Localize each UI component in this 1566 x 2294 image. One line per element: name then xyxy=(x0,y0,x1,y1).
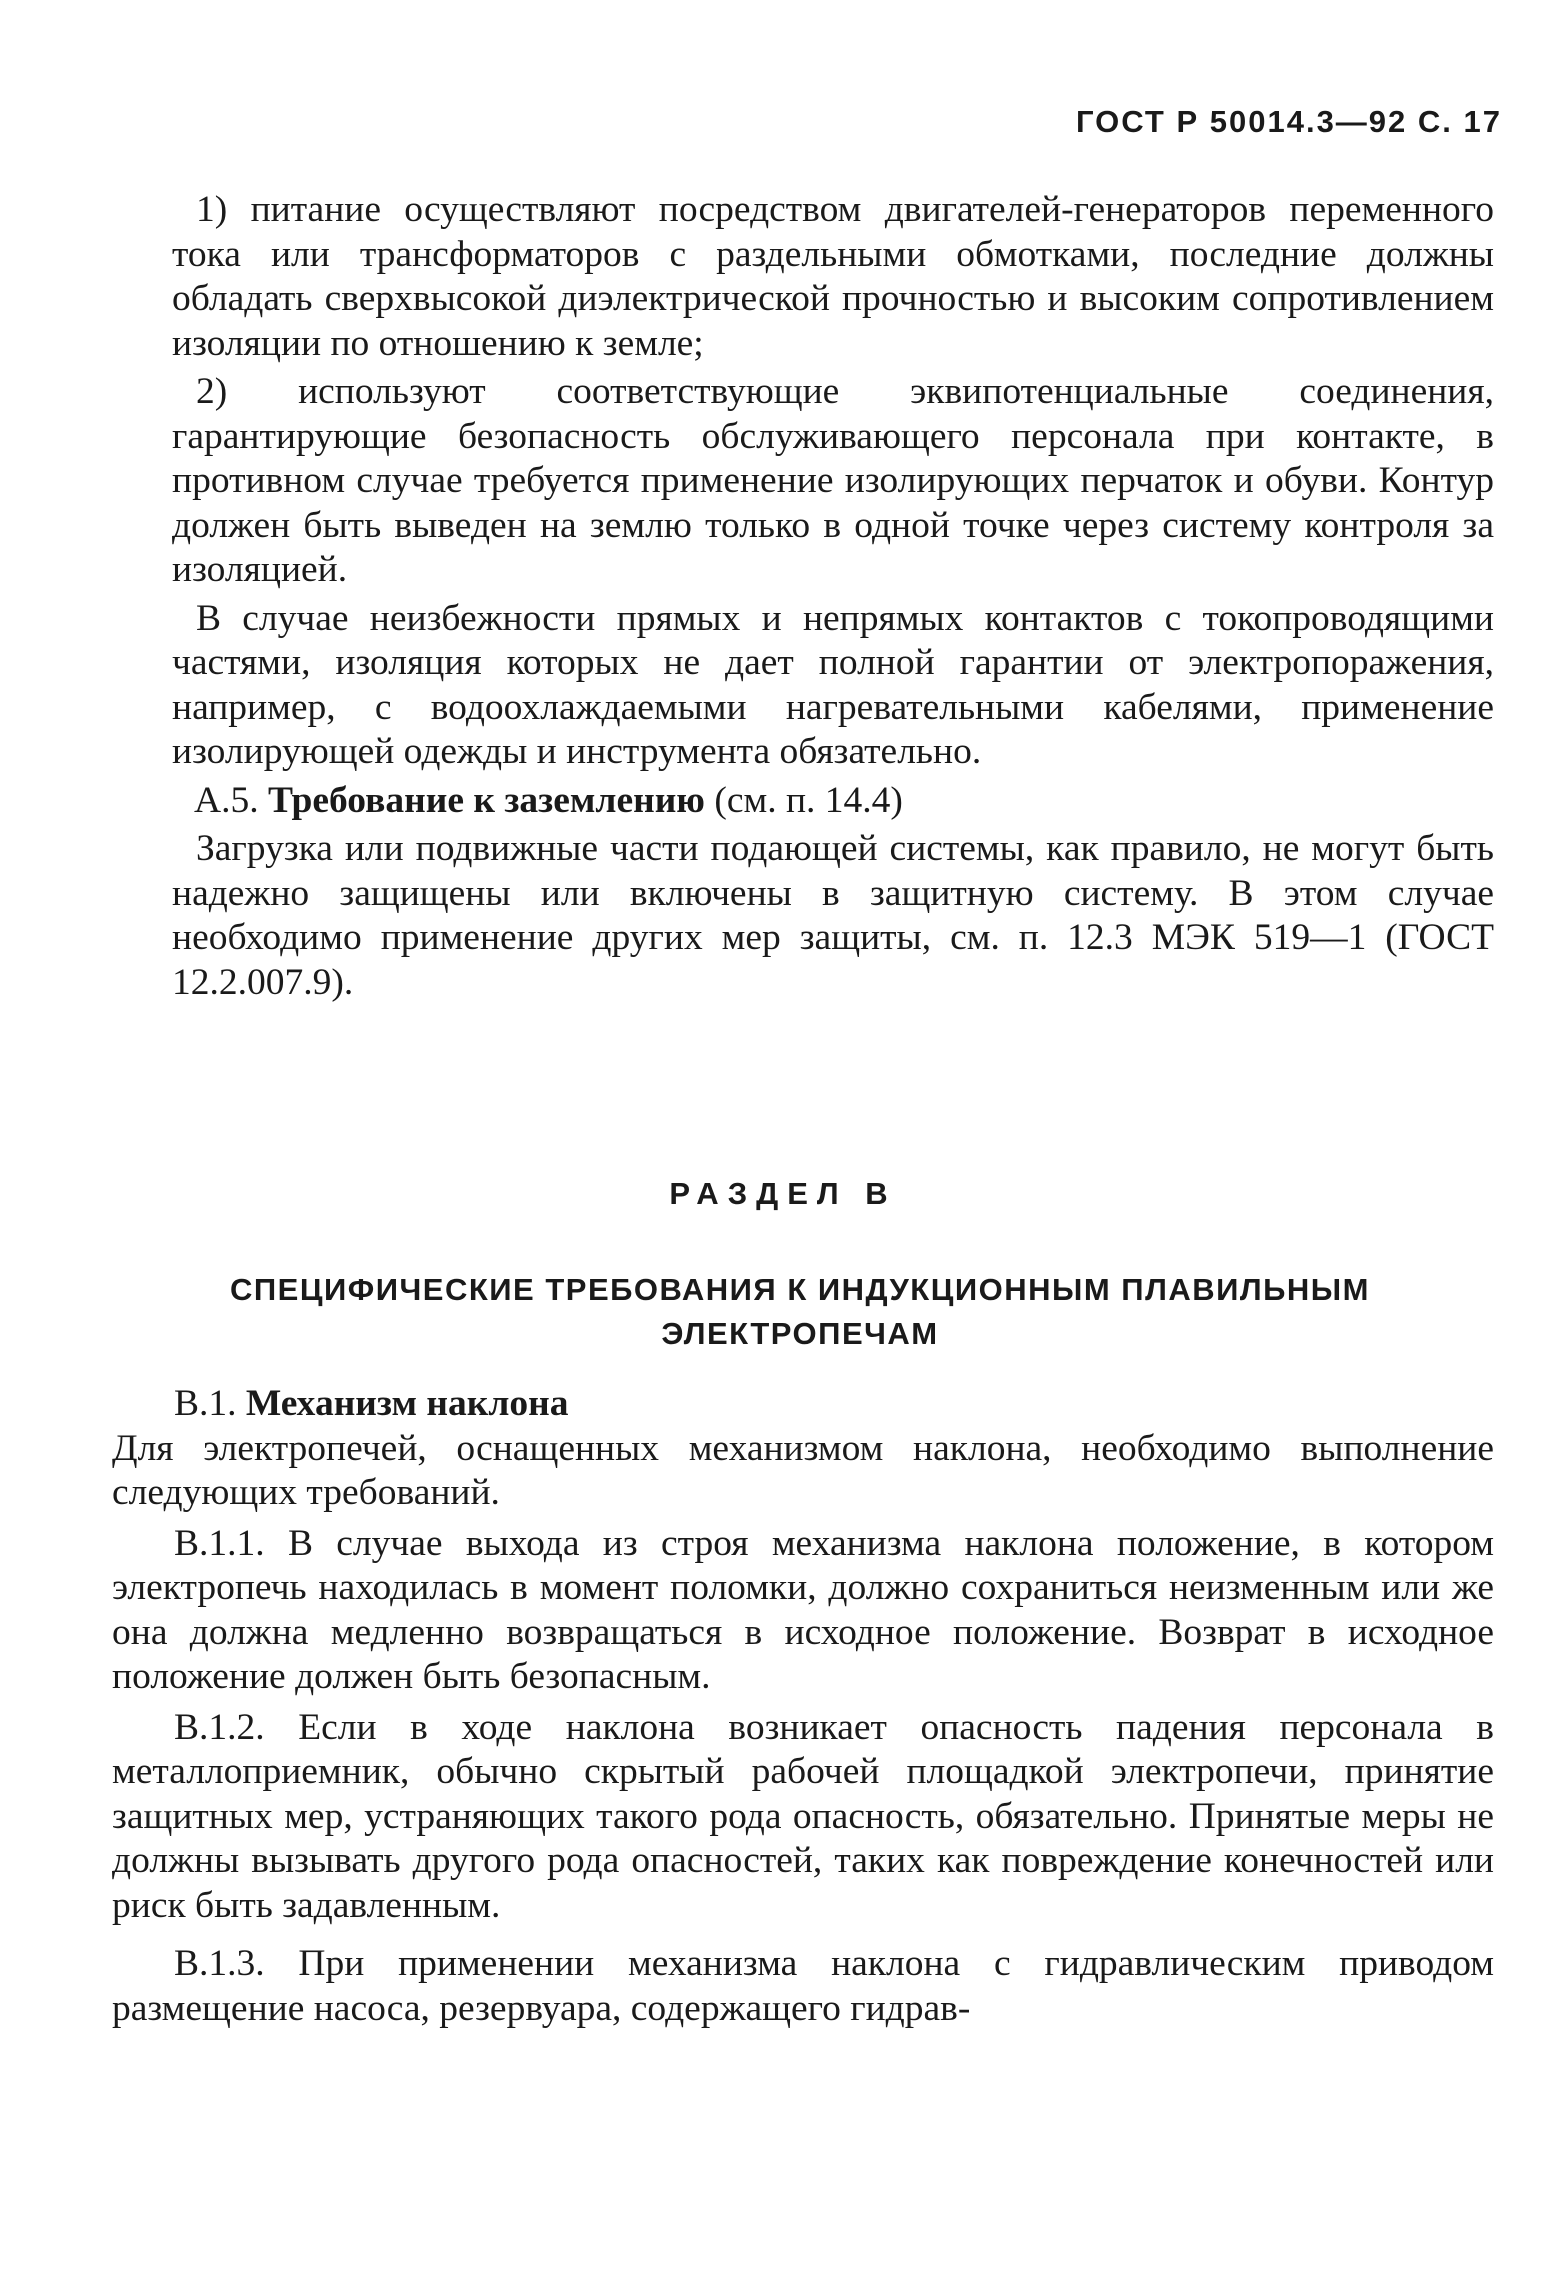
clause-number: В.1. xyxy=(174,1383,237,1424)
clause-reference: (см. п. 14.4) xyxy=(714,779,903,821)
list-item-equipotential: 2) используют соответствующие эквипотенциальные соединения, гарантирующие безопасность обслуживающего персонала при контакте, в противном случае требуется применение изолирующих перчаток и обуви. Контур должен быть выведен на землю только в одной точке через систему контроля за изоляцией. xyxy=(172,371,1494,590)
section-title-line-1: СПЕЦИФИЧЕСКИЕ ТРЕБОВАНИЯ К ИНДУКЦИОННЫМ ПЛАВИЛЬНЫМ xyxy=(230,1272,1370,1307)
section-b-body xyxy=(112,1382,1494,2031)
clause-a5-heading xyxy=(172,779,1494,824)
clause-b12: В.1.2. Если в ходе наклона возникает опасность падения персонала в металлоприемник, обычно скрытый рабочей площадкой электропечи, принятие защитных мер, устраняющих такого рода опасность, обязательно. Принятые меры не должны вызывать другого рода опасностей, таких как повреждение конечностей или риск быть задавленным. xyxy=(112,1706,1494,1926)
clause-number: А.5. xyxy=(194,779,259,821)
section-label: РАЗДЕЛ В xyxy=(669,1176,897,1211)
section-title-line-2: ЭЛЕКТРОПЕЧАМ xyxy=(661,1316,939,1351)
clause-b1-heading xyxy=(112,1382,1494,1427)
clause-b1-intro: Для электропечей, оснащенных механизмом наклона, необходимо выполнение следующих требований. xyxy=(112,1427,1494,1513)
section-a-continuation xyxy=(172,188,1494,1005)
clause-title: Механизм наклона xyxy=(245,1383,569,1424)
page-header: ГОСТ Р 50014.3—92 С. 17 xyxy=(1076,104,1502,139)
paragraph-contact-case: В случае неизбежности прямых и непрямых контактов с токопроводящими частями, изоляция которых не дает полной гарантии от электропоражения, например, с водоохлаждаемыми нагревательными кабелями, применение изолирующей одежды и инструмента обязательно. xyxy=(172,597,1494,772)
clause-b13: В.1.3. При применении механизма наклона с гидравлическим приводом размещение насоса, резервуара, содержащего гидрав- xyxy=(112,1943,1494,2029)
list-item-power-supply: 1) питание осуществляют посредством двигателей-генераторов переменного тока или трансформаторов с раздельными обмотками, последние должны обладать сверхвысокой диэлектрической прочностью и высоким сопротивлением изоляции по отношению к земле; xyxy=(172,189,1494,364)
clause-a5-text: Загрузка или подвижные части подающей системы, как правило, не могут быть надежно защищены или включены в защитную систему. В этом случае необходимо применение других мер защиты, см. п. 12.3 МЭК 519—1 (ГОСТ 12.2.007.9). xyxy=(172,828,1494,1003)
clause-title: Требование к заземлению xyxy=(267,779,705,821)
clause-b11: В.1.1. В случае выхода из строя механизма наклона положение, в котором электропечь находилась в момент поломки, должно сохраниться неизменным или же она должна медленно возвращаться в исходное положение. Возврат в исходное положение должен быть безопасным. xyxy=(112,1522,1494,1697)
section-title xyxy=(120,1268,1480,1356)
